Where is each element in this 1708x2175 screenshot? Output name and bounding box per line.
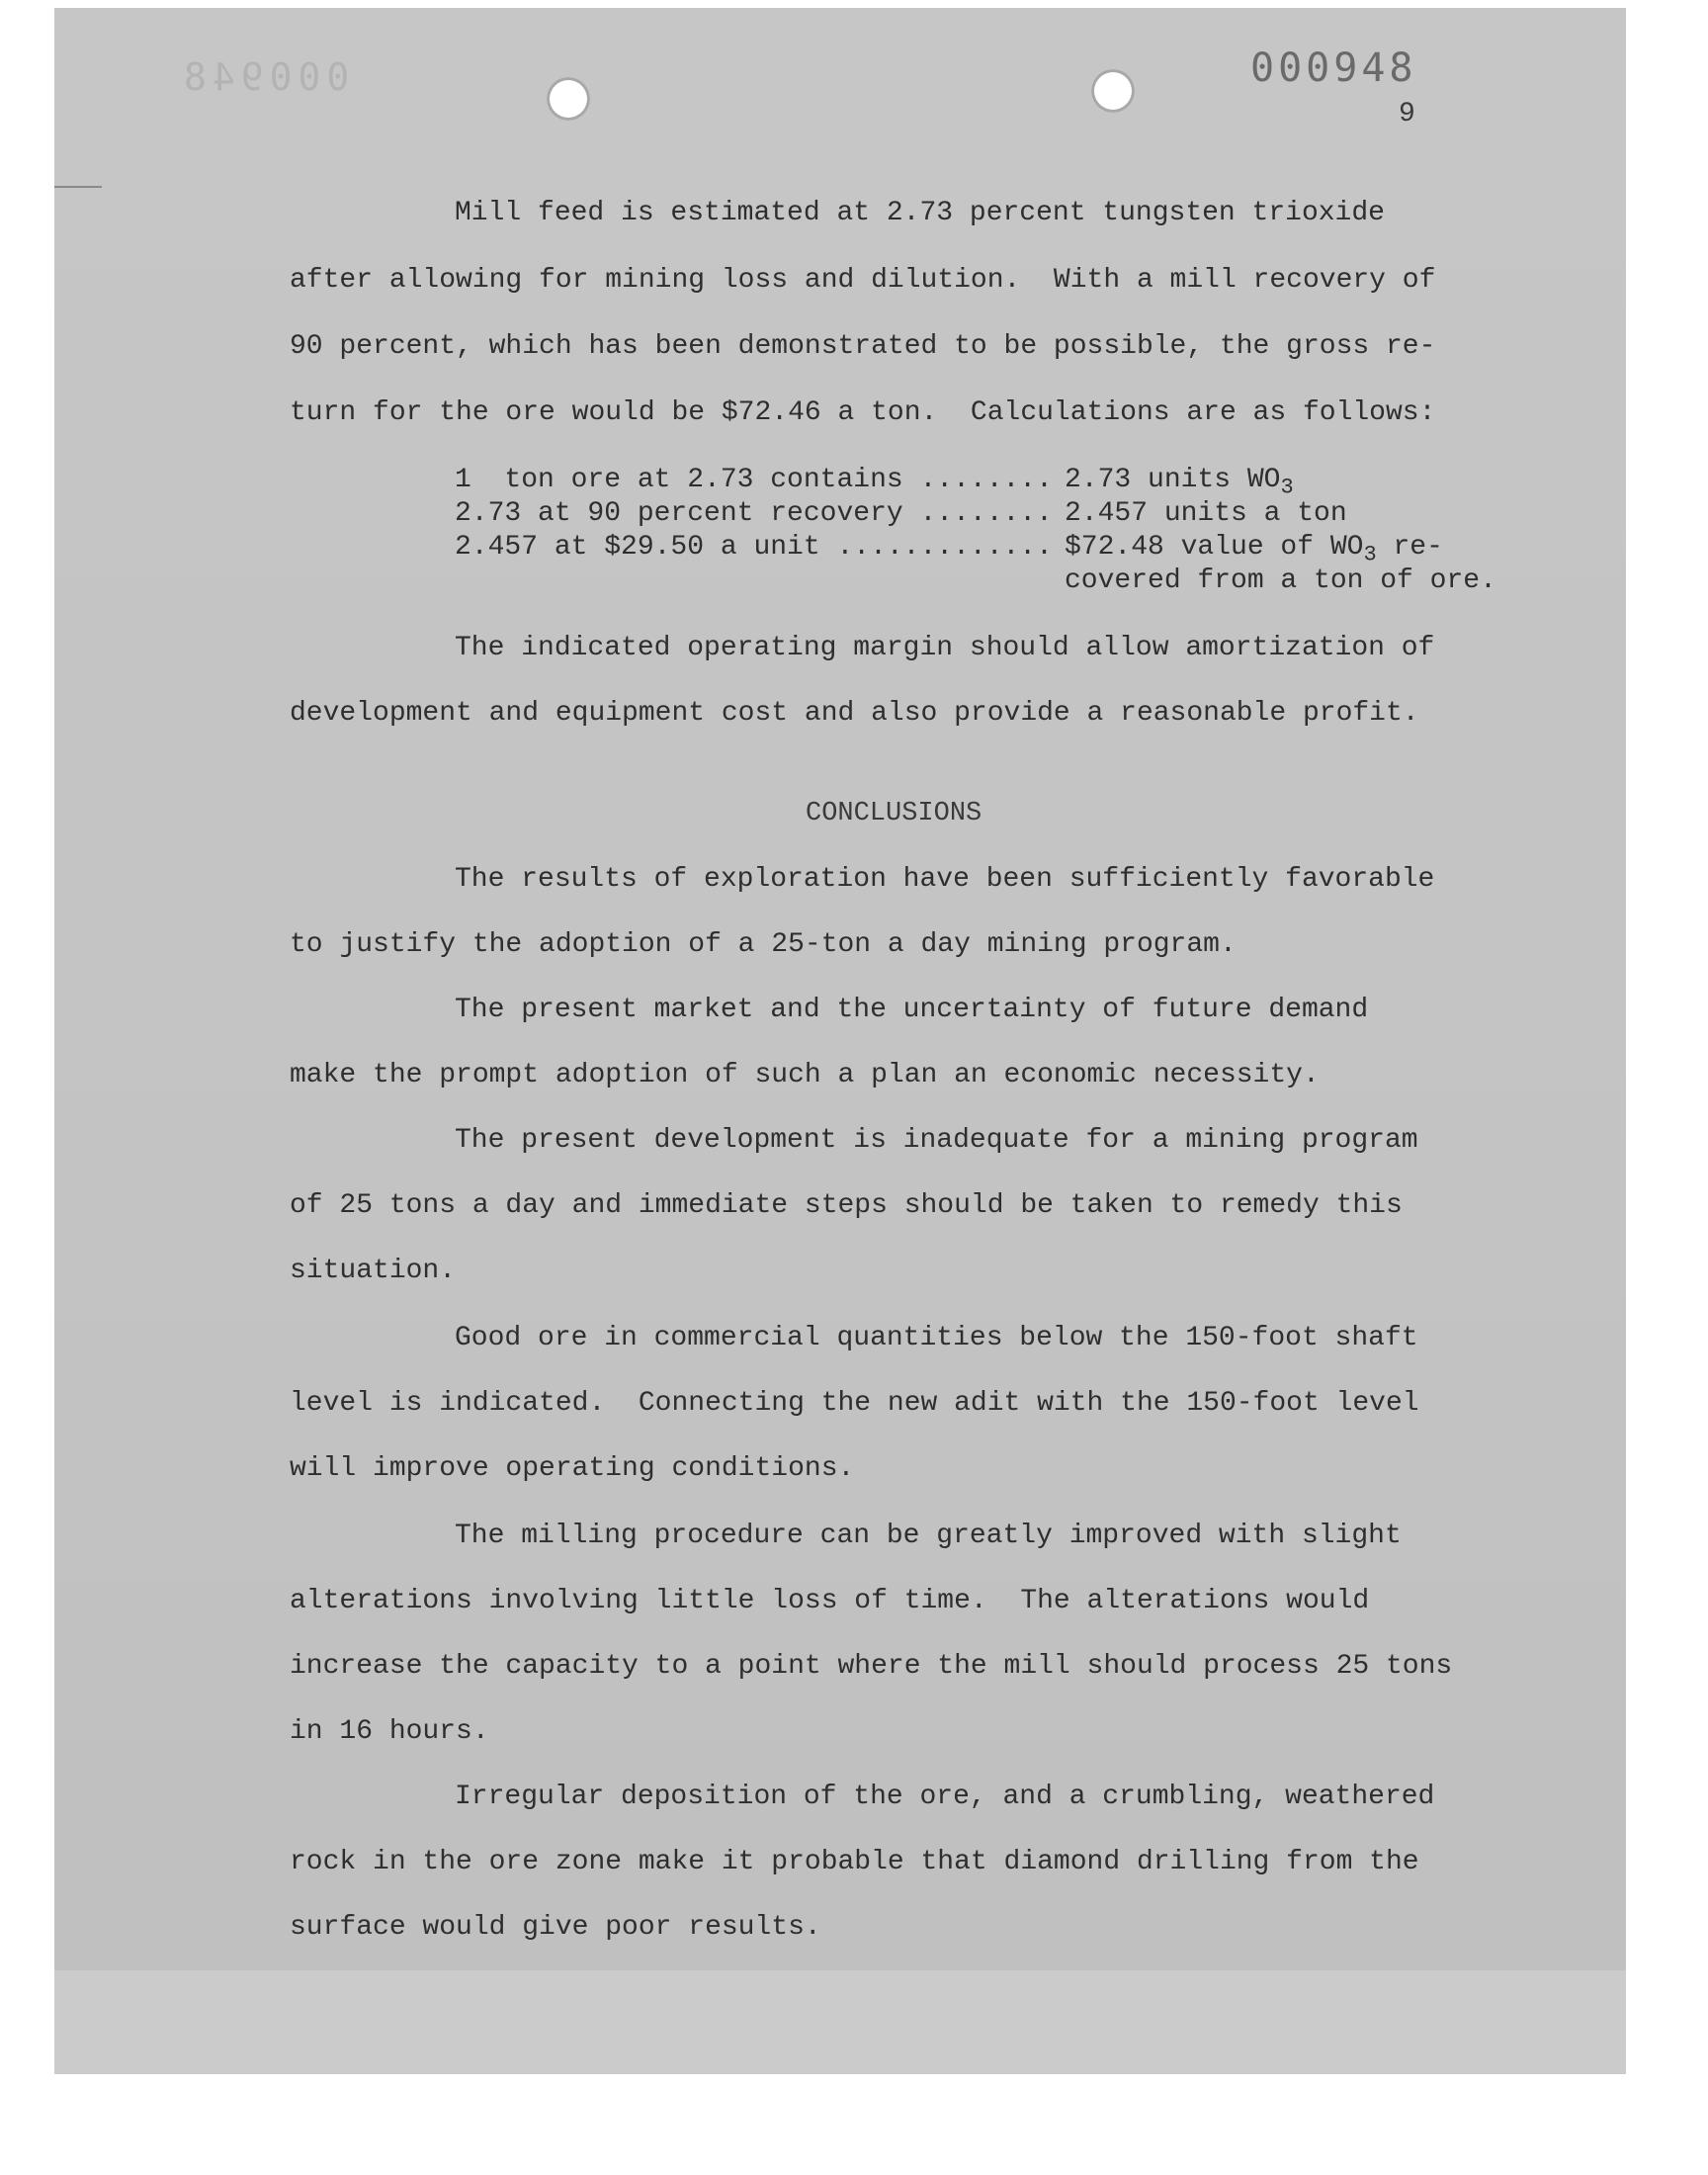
calculation-right-text: 2.73 units WO: [1065, 465, 1281, 495]
stamp-number: 000948: [1250, 45, 1417, 91]
intro-line: 90 percent, which has been demonstrated to be possible, the gross re-: [290, 331, 1436, 362]
margin-line: The indicated operating margin should allow amortization of: [455, 633, 1435, 663]
intro-line: Mill feed is estimated at 2.73 percent tungsten trioxide: [455, 198, 1385, 228]
conclusion-line: Irregular deposition of the ore, and a crumbling, weathered: [455, 1782, 1435, 1812]
conclusion-line: surface would give poor results.: [290, 1912, 821, 1943]
punch-hole-right: [1091, 69, 1135, 113]
margin-line: development and equipment cost and also provide a reasonable profit.: [290, 698, 1419, 729]
punch-hole-left: [547, 77, 590, 121]
conclusion-line: The present market and the uncertainty of future demand: [455, 995, 1369, 1025]
calculation-left: 2.457 at $29.50 a unit .............: [455, 532, 1053, 563]
conclusion-line: rock in the ore zone make it probable that diamond drilling from the: [290, 1847, 1419, 1877]
conclusion-line: The results of exploration have been sufficiently favorable: [455, 864, 1435, 895]
section-heading: CONCLUSIONS: [806, 799, 982, 828]
intro-line: after allowing for mining loss and dilution. With a mill recovery of: [290, 265, 1436, 296]
conclusion-line: of 25 tons a day and immediate steps should be taken to remedy this: [290, 1190, 1403, 1221]
page-bottom-band: [54, 1970, 1626, 2074]
calculation-left: 2.73 at 90 percent recovery ........: [455, 498, 1053, 529]
calculation-right-suffix: re-: [1376, 532, 1443, 563]
conclusion-line: situation.: [290, 1256, 457, 1286]
document-page: [54, 8, 1626, 2074]
calculation-right-text: $72.48 value of WO: [1065, 532, 1364, 563]
intro-line: turn for the ore would be $72.46 a ton. Calculations are as follows:: [290, 397, 1436, 428]
subscript: 3: [1363, 542, 1377, 567]
page-number: 9: [1399, 99, 1415, 130]
conclusion-line: level is indicated. Connecting the new adit with the 150-foot level: [290, 1388, 1419, 1419]
conclusion-line: to justify the adoption of a 25-ton a day mining program.: [290, 929, 1237, 960]
conclusion-line: The present development is inadequate for a mining program: [455, 1125, 1418, 1156]
conclusion-line: in 16 hours.: [290, 1716, 489, 1747]
conclusion-line: Good ore in commercial quantities below the 150-foot shaft: [455, 1323, 1418, 1353]
conclusion-line: alterations involving little loss of time. The alterations would: [290, 1586, 1370, 1616]
subscript: 3: [1280, 475, 1294, 500]
conclusion-line: will improve operating conditions.: [290, 1453, 855, 1484]
conclusion-line: increase the capacity to a point where the mill should process 25 tons: [290, 1651, 1453, 1682]
calculation-right: 2.457 units a ton: [1065, 498, 1347, 529]
conclusion-line: make the prompt adoption of such a plan an economic necessity.: [290, 1060, 1320, 1090]
conclusion-line: The milling procedure can be greatly improved with slight: [455, 1521, 1402, 1551]
margin-mark: [54, 186, 102, 188]
bleed-through-stamp-number: 000948: [178, 55, 350, 99]
calculation-right: covered from a ton of ore.: [1065, 566, 1496, 596]
calculation-left: 1 ton ore at 2.73 contains ........: [455, 465, 1053, 495]
